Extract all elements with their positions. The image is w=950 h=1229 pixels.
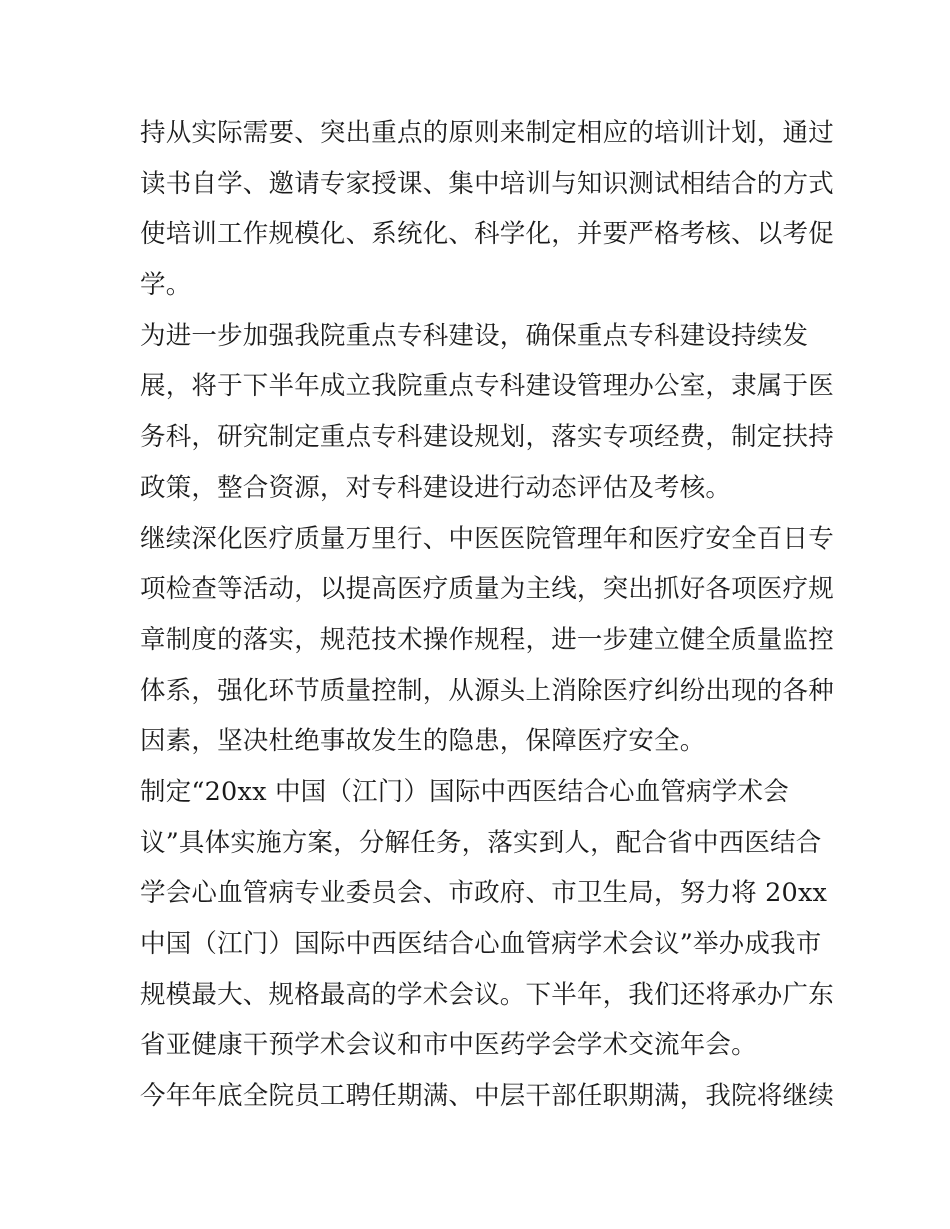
text-line: 议”具体实施方案，分解任务，落实到人，配合省中西医结合 — [140, 827, 822, 858]
text-line: 章制度的落实，规范技术操作规程，进一步建立健全质量监控 — [140, 624, 834, 655]
text-line: 规模最大、规格最高的学术会议。下半年，我们还将承办广东 — [140, 979, 834, 1010]
text-line: 读书自学、邀请专家授课、集中培训与知识测试相结合的方式 — [140, 168, 834, 199]
text-line: 制定“20xx 中国（江门）国际中西医结合心血管病学术会 — [140, 776, 789, 807]
text-line: 政策，整合资源，对专科建设进行动态评估及考核。 — [140, 472, 732, 503]
text-line: 今年年底全院员工聘任期满、中层干部任职期满，我院将继续 — [140, 1081, 834, 1112]
text-line: 为进一步加强我院重点专科建设，确保重点专科建设持续发 — [140, 320, 809, 351]
text-line: 展，将于下半年成立我院重点专科建设管理办公室，隶属于医 — [140, 371, 834, 402]
text-line: 因素，坚决杜绝事故发生的隐患，保障医疗安全。 — [140, 726, 706, 757]
text-line: 继续深化医疗质量万里行、中医医院管理年和医疗安全百日专 — [140, 523, 834, 554]
text-line: 学会心血管病专业委员会、市政府、市卫生局，努力将 20xx — [140, 878, 828, 909]
text-line: 中国（江门）国际中西医结合心血管病学术会议”举办成我市 — [140, 929, 822, 959]
text-line: 务科，研究制定重点专科建设规划，落实专项经费，制定扶持 — [140, 422, 834, 453]
text-line: 持从实际需要、突出重点的原则来制定相应的培训计划，通过 — [140, 118, 834, 148]
body-text — [140, 108, 834, 1122]
text-line: 使培训工作规模化、系统化、科学化，并要严格考核、以考促 — [140, 219, 834, 250]
text-line: 体系，强化环节质量控制，从源头上消除医疗纠纷出现的各种 — [140, 675, 834, 706]
text-line: 省亚健康干预学术会议和市中医药学会学术交流年会。 — [140, 1030, 757, 1061]
text-line: 项检查等活动，以提高医疗质量为主线，突出抓好各项医疗规 — [140, 574, 834, 605]
text-line: 学。 — [140, 270, 192, 301]
